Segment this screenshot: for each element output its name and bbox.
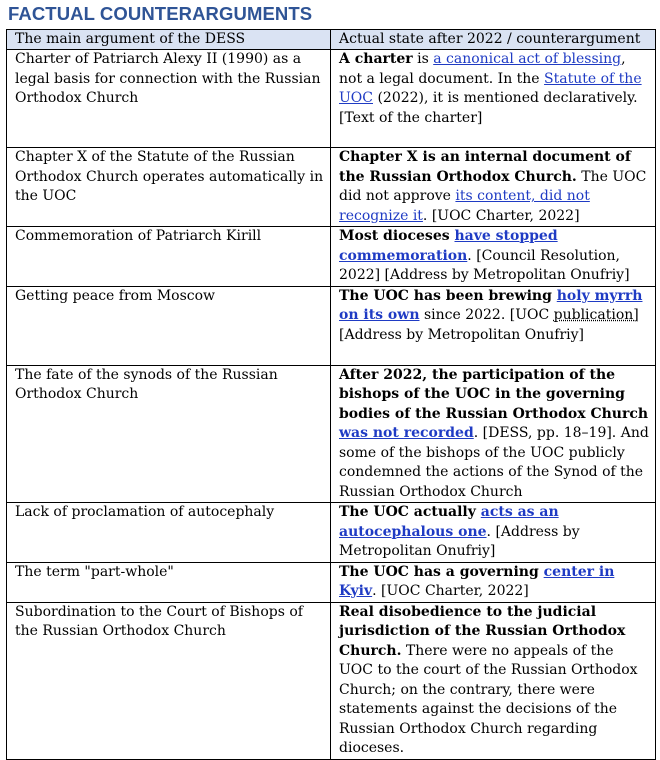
text: . [DESS, pp. 18–19]. And some of the bishops of the UOC publicly condemned the actions of the Synod of the Russian Orthodox Church (339, 425, 649, 500)
text: [Address by Metropolitan Onufriy] (339, 326, 584, 343)
bold-text: Real disobedience to the judicial jurisdiction of the Russian Orthodox Church. (339, 603, 626, 659)
text: . [UOC Charter, 2022] (422, 207, 580, 224)
argument-cell: Charter of Patriarch Alexy II (1990) as a legal basis for connection with the Russian Orthodox Church (7, 50, 331, 148)
table-row (7, 562, 656, 602)
table-row (7, 365, 656, 503)
counterargument-cell (331, 286, 656, 365)
argument-cell: Subordination to the Court of Bishops of the Russian Orthodox Church (7, 602, 331, 759)
counterargument-cell (331, 365, 656, 503)
table-header-row (7, 30, 656, 50)
table-row (7, 602, 656, 759)
counterargument-cell (331, 602, 656, 759)
link-content-not-recognized[interactable]: its content, did not recognize it (339, 188, 590, 224)
counterarguments-table (6, 29, 656, 760)
bold-text: Chapter X is an internal document of the Russian Orthodox Church. (339, 149, 631, 185)
counterargument-cell (331, 227, 656, 287)
text: . [UOC Charter, 2022] (372, 583, 529, 599)
text: , not a legal document. In the (339, 51, 626, 87)
bold-text: The UOC has a governing (339, 563, 544, 580)
argument-cell: Getting peace from Moscow (7, 286, 331, 365)
argument-cell: The fate of the synods of the Russian Orthodox Church (7, 365, 331, 503)
table-row (7, 148, 656, 227)
header-counterargument: Actual state after 2022 / counterargument (331, 30, 656, 50)
table-row (7, 286, 656, 365)
counterargument-cell (331, 148, 656, 227)
document-title: FACTUAL COUNTERARGUMENTS (8, 3, 313, 24)
text: . [Address by Metropolitan Onufriy] (339, 523, 580, 559)
argument-cell: Chapter X of the Statute of the Russian Orthodox Church operates automatically in the UOC (7, 148, 331, 227)
table-row (7, 503, 656, 563)
header-main-argument: The main argument of the DESS (7, 30, 331, 50)
bold-text: The UOC has been brewing (339, 287, 557, 304)
table-row (7, 227, 656, 287)
link-canonical-act[interactable]: a canonical act of blessing (433, 51, 622, 67)
link-holy-myrrh[interactable]: holy myrrh on its own (339, 287, 643, 323)
bold-text: After 2022, the participation of the bishops of the UOC in the governing bodies of the Russian Orthodox Church (339, 366, 649, 422)
text: There were no appeals of the UOC to the court of the Russian Orthodox Church; on the contrary, there were statements against the decisions of the Russian Orthodox Church regarding dioceses. (339, 642, 638, 756)
link-autocephalous[interactable]: acts as an autocephalous one (339, 504, 559, 540)
argument-cell: Commemoration of Patriarch Kirill (7, 227, 331, 287)
bold-text: A charter (339, 51, 413, 67)
table-row (7, 50, 656, 148)
text: since 2022. [UOC (419, 307, 554, 323)
bold-text: Most dioceses (339, 228, 455, 244)
counterargument-cell (331, 562, 656, 602)
publication-link-text[interactable]: publication] (553, 307, 639, 323)
text: . [Council Resolution, 2022] [Address by Metropolitan Onufriy] (339, 247, 630, 283)
bold-text: The UOC actually (339, 504, 481, 520)
argument-cell: The term "part-whole" (7, 562, 331, 602)
text: is (412, 51, 434, 67)
link-not-recorded[interactable]: was not recorded (339, 425, 474, 441)
link-statute-uoc[interactable]: Statute of the UOC (339, 70, 642, 106)
counterargument-cell (331, 503, 656, 563)
text: The UOC did not approve (339, 168, 647, 204)
link-stopped-commemoration[interactable]: have stopped commemoration (339, 228, 558, 264)
text: (2022), it is mentioned declaratively. [Text of the charter] (339, 90, 638, 126)
counterargument-cell (331, 50, 656, 148)
argument-cell: Lack of proclamation of autocephaly (7, 503, 331, 563)
link-center-kyiv[interactable]: center in Kyiv (339, 563, 615, 599)
